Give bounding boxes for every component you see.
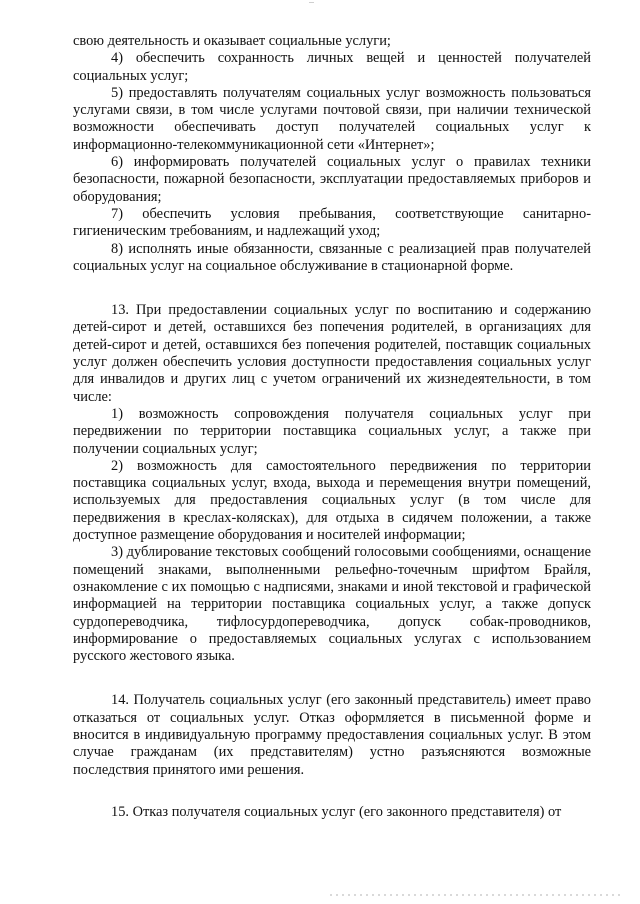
clause-13: 13. При предоставлении социальных услуг по воспитанию и содержанию детей-сирот и детей, оставшихся без попечения родителей, в организациях для детей-сирот и детей, оставшихся без попечения родителей, поставщик социальных услуг должен обеспечить условия доступности предоставления социальных услуг для инвалидов и других лиц с учетом ограничений их жизнедеятельности, в том числе: [73, 302, 591, 405]
clause-15: 15. Отказ получателя социальных услуг (его законного представителя) от [111, 803, 562, 820]
list-item-7: 7) обеспечить условия пребывания, соответствующие санитарно-гигиеническим требованиям, и надлежащий уход; [73, 205, 591, 240]
clause-14: 14. Получатель социальных услуг (его законный представитель) имеет право отказаться от социальных услуг. Отказ оформляется в письменной форме и вносится в индивидуальную программу предоставления социальных услуг. В этом случае гражданам (их представителям) устно разъясняются возможные последствия принятого ими решения. [73, 692, 591, 778]
clause-13-item-1: 1) возможность сопровождения получателя социальных услуг при передвижении по территории поставщика социальных услуг, а также при получении социальных услуг; [73, 405, 591, 457]
list-item-8: 8) исполнять иные обязанности, связанные с реализацией прав получателей социальных услуг на социальное обслуживание в стационарной форме. [73, 240, 591, 274]
document-page [73, 33, 591, 821]
scan-edge-artifact [330, 894, 620, 896]
scan-mark [309, 2, 314, 3]
list-item-6: 6) информировать получателей социальных услуг о правилах техники безопасности, пожарной безопасности, эксплуатации предоставляемых приборов и оборудования; [73, 154, 591, 205]
list-item-5: 5) предоставлять получателям социальных услуг возможность пользоваться услугами связи, в том числе услугами почтовой связи, при наличии технической возможности обеспечивать доступ получателей социальных услуг к информационно-телекоммуникационной сети «Интернет»; [73, 84, 591, 153]
section-spacer [73, 275, 591, 302]
list-item-4: 4) обеспечить сохранность личных вещей и ценностей получателей социальных услуг; [73, 50, 591, 84]
clause-13-item-3: 3) дублирование текстовых сообщений голосовыми сообщениями, оснащение помещений знаками, выполненными рельефно-точечным шрифтом Брайля, ознакомление с их помощью с надписями, знаками и иной текстовой и графической информацией на территории поставщика социальных услуг, а также допуск сурдопереводчика, тифлосурдопереводчика, допуск собак-проводников, информирование о предоставляемых социальных услугах с использованием русского жестового языка. [73, 544, 591, 665]
paragraph-continuation: свою деятельность и оказывает социальные услуги; [73, 33, 391, 49]
section-spacer [73, 779, 591, 804]
clause-13-item-2: 2) возможность для самостоятельного передвижения по территории поставщика социальных услуг, входа, выхода и перемещения внутри помещений, используемых для предоставления социальных услуг (в том числе для передвижения в креслах-колясках), для отдыха в сидячем положении, а также доступное размещение оборудования и носителей информации; [73, 457, 591, 544]
section-spacer [73, 665, 591, 692]
